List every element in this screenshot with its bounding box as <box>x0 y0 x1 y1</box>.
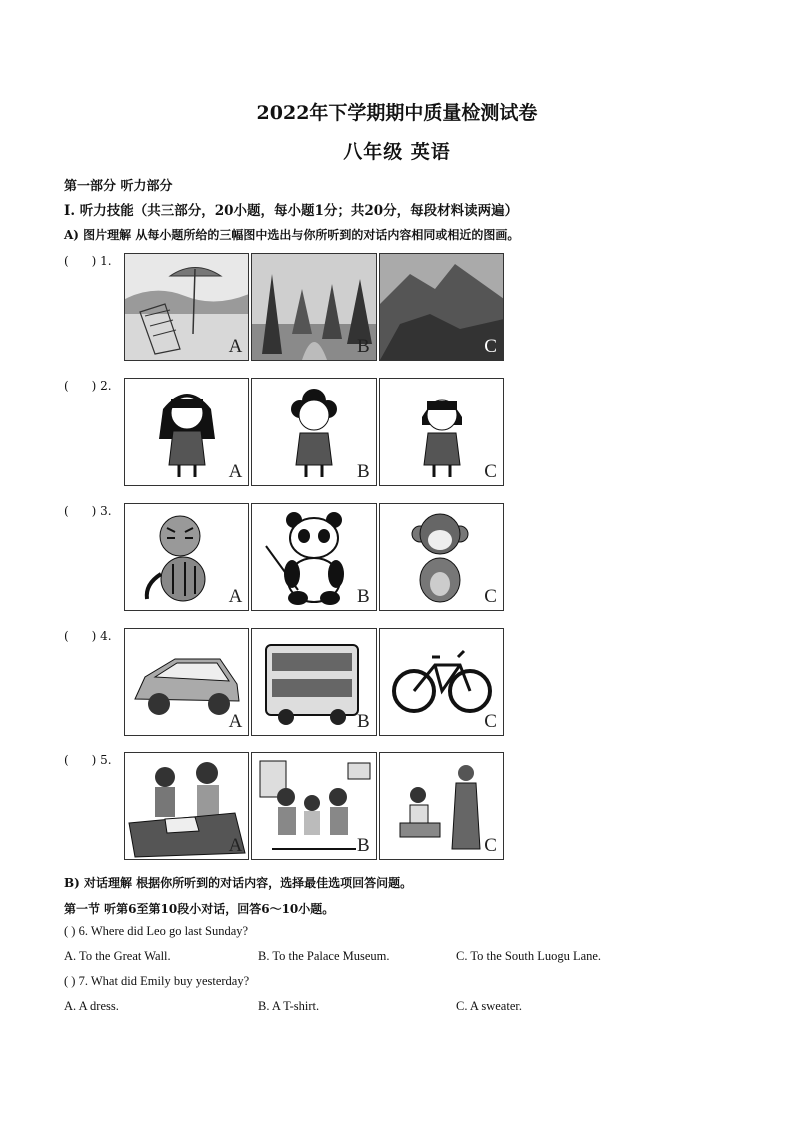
question-7-option-a[interactable]: A. A dress. <box>64 999 119 1013</box>
option-letter: C <box>484 835 497 856</box>
question-7-option-c[interactable]: C. A sweater. <box>456 999 522 1013</box>
exam-subtitle: 八年级 英语 <box>343 141 451 163</box>
picture-option-c[interactable] <box>379 378 504 486</box>
option-letter: A <box>228 835 243 856</box>
picture-option-b[interactable] <box>251 253 376 361</box>
option-letter: B <box>356 336 370 357</box>
question-3-pictures <box>124 503 504 611</box>
option-letter: C <box>484 461 497 482</box>
option-letter: A <box>228 586 243 607</box>
picture-option-b[interactable] <box>251 628 376 736</box>
section-one-instruction: 第一节 听第6至第10段小对话，回答6～10小题。 <box>64 902 335 916</box>
option-letter: C <box>484 711 497 732</box>
question-7-option-b[interactable]: B. A T-shirt. <box>258 999 320 1013</box>
question-2-label: ( ) 2. <box>64 379 112 393</box>
option-letter: A <box>228 336 243 357</box>
picture-option-b[interactable] <box>251 752 376 860</box>
picture-option-a[interactable] <box>124 378 249 486</box>
option-letter: A <box>228 461 243 482</box>
question-6-option-a[interactable]: A. To the Great Wall. <box>64 949 171 963</box>
picture-option-a[interactable] <box>124 253 249 361</box>
option-letter: C <box>484 586 497 607</box>
exam-title: 2022年下学期期中质量检测试卷 <box>256 102 538 124</box>
picture-option-c[interactable] <box>379 752 504 860</box>
question-2-pictures <box>124 378 504 486</box>
question-3-label: ( ) 3. <box>64 504 112 518</box>
picture-option-a[interactable] <box>124 503 249 611</box>
picture-option-b[interactable] <box>251 503 376 611</box>
picture-option-b[interactable] <box>251 378 376 486</box>
option-letter: C <box>484 336 497 357</box>
option-letter: B <box>356 711 370 732</box>
question-6-option-b[interactable]: B. To the Palace Museum. <box>258 949 390 963</box>
part-heading: 第一部分 听力部分 <box>64 179 173 194</box>
option-letter: B <box>356 586 370 607</box>
question-7-stem: ( ) 7. What did Emily buy yesterday? <box>64 974 250 988</box>
picture-option-a[interactable] <box>124 628 249 736</box>
question-1-label: ( ) 1. <box>64 254 112 268</box>
part-a-instruction: A) 图片理解 从每小题所给的三幅图中选出与你所听到的对话内容相同或相近的图画。 <box>64 228 520 242</box>
section-heading: Ⅰ. 听力技能（共三部分，20小题，每小题1分；共20分，每段材料读两遍） <box>64 203 519 219</box>
question-1-pictures <box>124 253 504 361</box>
picture-option-a[interactable] <box>124 752 249 860</box>
option-letter: B <box>356 461 370 482</box>
option-letter: B <box>356 835 370 856</box>
option-letter: A <box>228 711 243 732</box>
question-6-stem: ( ) 6. Where did Leo go last Sunday? <box>64 924 249 938</box>
question-5-label: ( ) 5. <box>64 753 112 767</box>
question-5-pictures <box>124 752 504 860</box>
part-b-instruction: B) 对话理解 根据你所听到的对话内容，选择最佳选项回答问题。 <box>64 876 413 890</box>
question-6-option-c[interactable]: C. To the South Luogu Lane. <box>456 949 602 963</box>
picture-option-c[interactable] <box>379 628 504 736</box>
picture-option-c[interactable] <box>379 253 504 361</box>
picture-option-c[interactable] <box>379 503 504 611</box>
question-4-pictures <box>124 628 504 736</box>
question-4-label: ( ) 4. <box>64 629 112 643</box>
